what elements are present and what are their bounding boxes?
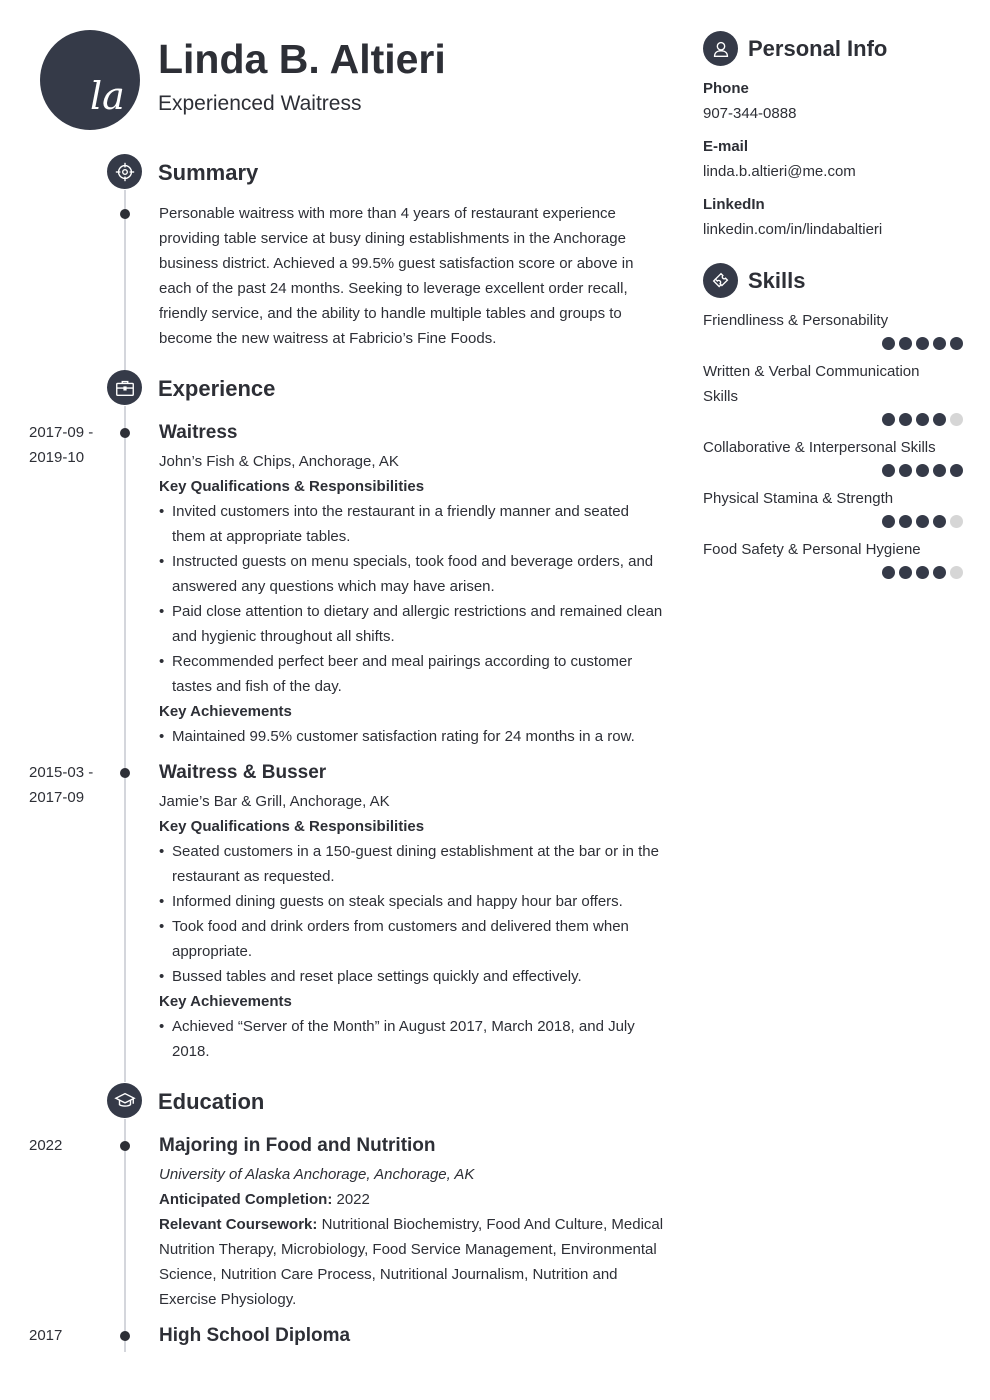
list-item: • Instructed guests on menu specials, took food and beverage orders, and answered any questions which may have arisen.	[159, 549, 665, 599]
job-company: Jamie’s Bar & Grill, Anchorage, AK	[159, 793, 390, 810]
rating-dot	[916, 464, 929, 477]
education-entry	[159, 1133, 665, 1312]
skill-name: Friendliness & Personability	[703, 312, 889, 329]
rating-dot	[950, 464, 963, 477]
coursework-label: Relevant Coursework:	[159, 1216, 318, 1233]
graduation-cap-icon	[107, 1083, 142, 1118]
job-entry	[159, 760, 665, 1064]
rating-dot	[933, 337, 946, 350]
skill-name: Physical Stamina & Strength	[703, 490, 894, 507]
monogram-initials: la	[90, 74, 125, 118]
rating-dot	[933, 515, 946, 528]
education-entry	[159, 1323, 665, 1348]
user-icon	[703, 31, 738, 66]
qualifications-heading: Key Qualifications & Responsibilities	[159, 478, 425, 495]
achievements-list	[159, 724, 665, 749]
list-item: • Paid close attention to dietary and allergic restrictions and remained clean and hygienic throughout all shifts.	[159, 599, 665, 649]
rating-dot	[899, 413, 912, 426]
linkedin-value: linkedin.com/in/lindabaltieri	[703, 221, 883, 238]
achievements-list	[159, 1014, 665, 1064]
rating-dot	[950, 413, 963, 426]
email-value: linda.b.altieri@me.com	[703, 163, 856, 180]
skill-item	[703, 486, 963, 528]
rating-dot	[882, 337, 895, 350]
qualifications-list	[159, 839, 665, 989]
timeline-dot	[120, 1141, 130, 1151]
job-title: Waitress & Busser	[159, 762, 327, 783]
job-company: John’s Fish & Chips, Anchorage, AK	[159, 453, 399, 470]
completion-value: 2022	[336, 1191, 370, 1208]
personal-info-heading: Personal Info	[748, 35, 888, 61]
timeline-line-experience	[124, 406, 126, 1082]
puzzle-icon	[703, 263, 738, 298]
skill-item	[703, 537, 963, 579]
timeline-dot	[120, 1331, 130, 1341]
rating-dot	[950, 566, 963, 579]
rating-dot	[882, 515, 895, 528]
target-icon	[107, 154, 142, 189]
rating-dot	[916, 566, 929, 579]
job-date: 2017-09 - 2019-10	[29, 424, 94, 466]
experience-heading: Experience	[158, 376, 276, 401]
skills-heading: Skills	[748, 267, 806, 293]
timeline-dot	[120, 768, 130, 778]
skill-name: Collaborative & Interpersonal Skills	[703, 439, 936, 456]
rating-dot	[899, 337, 912, 350]
coursework-line	[159, 1212, 665, 1312]
list-item: • Seated customers in a 150-guest dining establishment at the bar or in the restaurant as requested.	[159, 839, 665, 889]
rating-dot	[950, 337, 963, 350]
rating-dot	[916, 515, 929, 528]
education-heading: Education	[158, 1089, 265, 1114]
personal-info-section	[703, 31, 963, 242]
job-entry	[159, 420, 665, 749]
skill-item	[703, 435, 963, 477]
summary-text: Personable waitress with more than 4 years of restaurant experience providing table service at busy dining establishments in the Anchorage business district. Achieved a 99.5% guest satisfaction score or above in each of the past 24 months. Seeking to leverage excellent order recall, friendly service, and the ability to handle multiple tables and groups to become the new waitress at Fabricio’s Fine Foods.	[159, 205, 634, 347]
list-item: • Bussed tables and reset place settings quickly and effectively.	[159, 964, 665, 989]
candidate-title: Experienced Waitress	[158, 92, 362, 115]
education-date: 2022	[29, 1137, 63, 1154]
skills-header	[703, 263, 963, 298]
rating-dot	[882, 464, 895, 477]
skill-item	[703, 359, 963, 426]
rating-dot	[950, 515, 963, 528]
list-item: • Took food and drink orders from customers and delivered them when appropriate.	[159, 914, 665, 964]
achievements-heading: Key Achievements	[159, 703, 292, 720]
school-name: University of Alaska Anchorage, Anchorage, AK	[159, 1166, 475, 1183]
timeline-dot	[120, 428, 130, 438]
timeline-dot	[120, 209, 130, 219]
job-title: Waitress	[159, 422, 238, 443]
job-date: 2015-03 - 2017-09	[29, 764, 94, 806]
rating-dot	[899, 566, 912, 579]
skill-name: Food Safety & Personal Hygiene	[703, 541, 921, 558]
list-item: • Achieved “Server of the Month” in August 2017, March 2018, and July 2018.	[159, 1014, 665, 1064]
phone-value: 907-344-0888	[703, 105, 797, 122]
personal-info-header	[703, 31, 963, 66]
skill-rating	[703, 515, 963, 528]
list-item: • Maintained 99.5% customer satisfaction rating for 24 months in a row.	[159, 724, 665, 749]
rating-dot	[899, 464, 912, 477]
candidate-name: Linda B. Altieri	[158, 36, 446, 82]
qualifications-heading: Key Qualifications & Responsibilities	[159, 818, 425, 835]
timeline-line-education	[124, 1119, 126, 1352]
phone-label: Phone	[703, 80, 749, 97]
degree-title: High School Diploma	[159, 1325, 351, 1346]
rating-dot	[882, 413, 895, 426]
rating-dot	[899, 515, 912, 528]
skill-item	[703, 308, 963, 350]
degree-title: Majoring in Food and Nutrition	[159, 1135, 436, 1156]
skill-rating	[703, 566, 963, 579]
education-date: 2017	[29, 1327, 63, 1344]
list-item: • Recommended perfect beer and meal pairings according to customer tastes and fish of the day.	[159, 649, 665, 699]
skill-rating	[703, 464, 963, 477]
rating-dot	[882, 566, 895, 579]
qualifications-list	[159, 499, 665, 699]
email-label: E-mail	[703, 138, 749, 155]
completion-label: Anticipated Completion:	[159, 1191, 333, 1208]
summary-heading: Summary	[158, 160, 259, 185]
rating-dot	[916, 413, 929, 426]
skill-rating	[703, 413, 963, 426]
rating-dot	[933, 413, 946, 426]
list-item: • Informed dining guests on steak specials and happy hour bar offers.	[159, 889, 665, 914]
achievements-heading: Key Achievements	[159, 993, 292, 1010]
list-item: • Invited customers into the restaurant in a friendly manner and seated them at appropriate tables.	[159, 499, 665, 549]
skill-name: Written & Verbal Communication Skills	[703, 363, 920, 405]
monogram-avatar	[40, 30, 140, 130]
completion-line	[159, 1187, 665, 1212]
skills-section	[703, 263, 963, 588]
briefcase-icon	[107, 370, 142, 405]
linkedin-label: LinkedIn	[703, 196, 765, 213]
rating-dot	[916, 337, 929, 350]
skill-rating	[703, 337, 963, 350]
coursework-value: Nutritional Biochemistry, Food And Culture, Medical Nutrition Therapy, Microbiology, Food Service Management, Environmental Science, Nutrition Care Process, Nutritional Journalism, Nutrition and Exercise Physiology.	[159, 1216, 664, 1308]
rating-dot	[933, 464, 946, 477]
rating-dot	[933, 566, 946, 579]
skills-list	[703, 308, 963, 579]
